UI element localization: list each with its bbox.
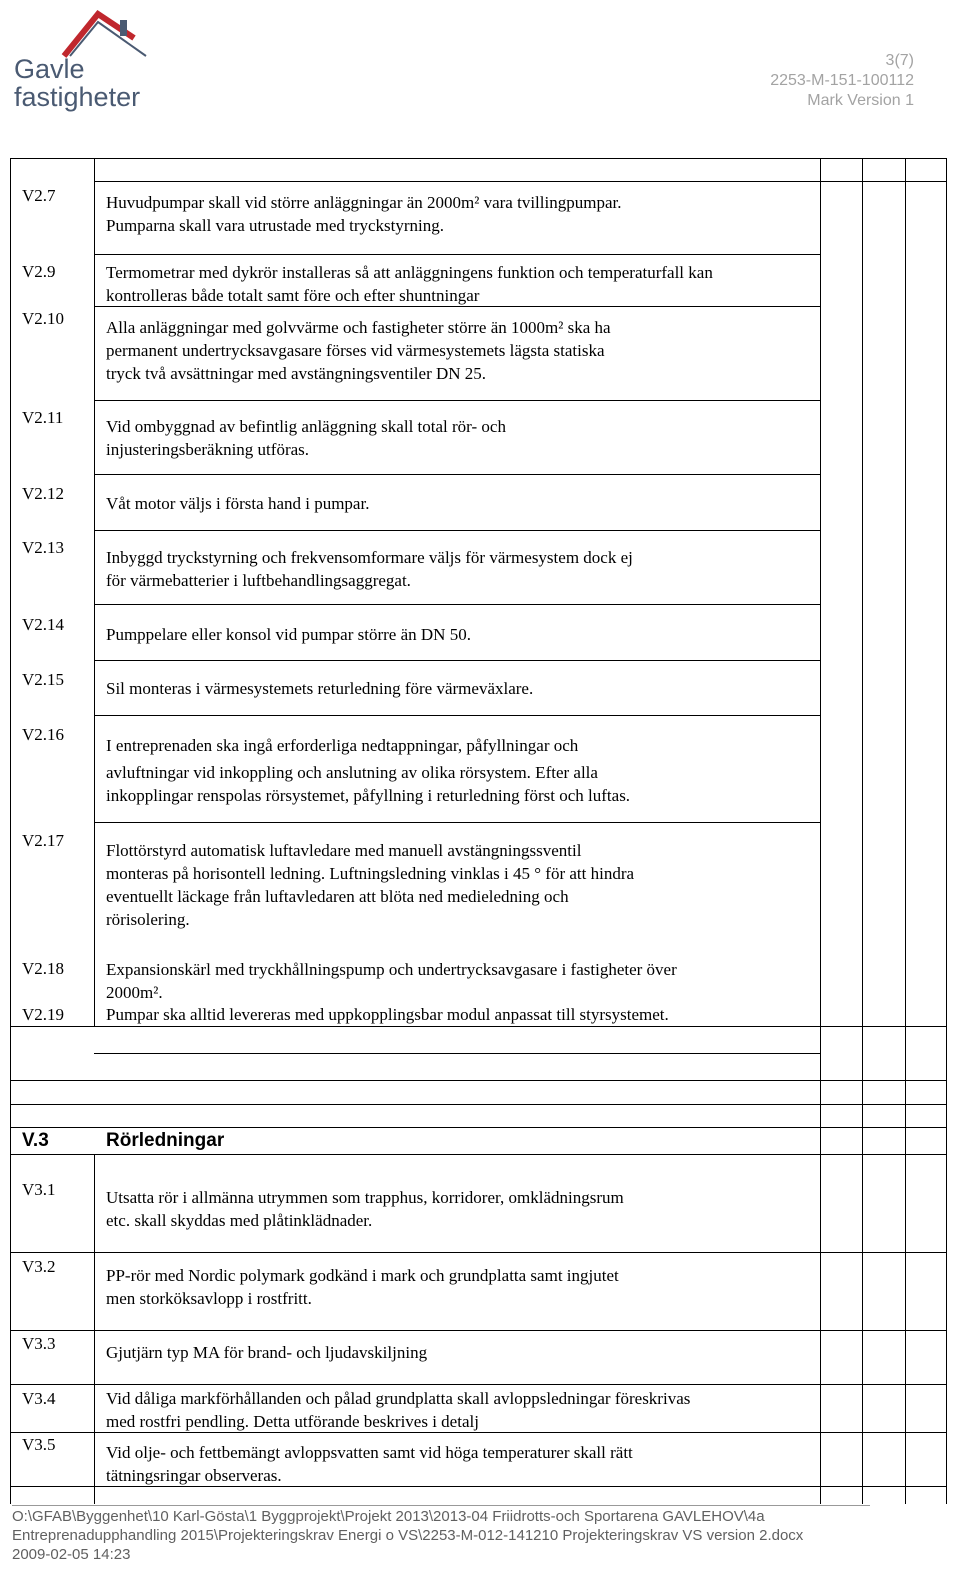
table-row-line xyxy=(10,158,947,159)
item-text xyxy=(106,1003,669,1026)
item-text-line: injusteringsberäkning utföras. xyxy=(106,440,310,459)
item-number: V2.7 xyxy=(22,186,56,205)
table-border-left xyxy=(10,158,11,1026)
table-row-line xyxy=(10,1154,947,1155)
item-text xyxy=(106,839,634,931)
table-column-divider xyxy=(905,158,906,1504)
logo-text-gavle: Gavle xyxy=(14,54,85,84)
item-text-line: Sil monteras i värmesystemets returledning före värmeväxlare. xyxy=(106,679,534,698)
table-row-line xyxy=(10,1252,947,1253)
item-text-line: Alla anläggningar med golvvärme och fastigheter större än 1000m² ska ha xyxy=(106,318,611,337)
item-text xyxy=(106,316,611,385)
table-row-line xyxy=(94,254,820,255)
item-text xyxy=(106,191,621,237)
item-number: V3.1 xyxy=(22,1180,56,1199)
item-text-line: Gjutjärn typ MA för brand- och ljudavskiljning xyxy=(106,1343,428,1362)
item-text-line: permanent undertrycksavgasare förses vid värmesystemets lägsta statiska xyxy=(106,341,605,360)
item-number: V2.10 xyxy=(22,309,65,328)
item-text xyxy=(106,1387,690,1433)
table-row-line xyxy=(10,1127,947,1128)
table-column-divider xyxy=(862,158,863,1504)
item-number: V2.18 xyxy=(22,959,65,978)
item-text xyxy=(106,1441,633,1487)
table-row-line xyxy=(94,715,820,716)
table-row-line xyxy=(94,530,820,531)
item-text-line: Pumparna skall vara utrustade med tryckstyrning. xyxy=(106,216,445,235)
table-row-line xyxy=(10,1026,947,1027)
item-text xyxy=(106,546,633,592)
item-number: V2.13 xyxy=(22,538,65,557)
table-row-line xyxy=(94,400,820,401)
table-row-line xyxy=(94,660,820,661)
document-id: 2253-M-151-100112 xyxy=(770,72,914,89)
item-text-line: Termometrar med dykrör installeras så att anläggningens funktion och temperaturfall kan xyxy=(106,263,713,282)
section-title: Rörledningar xyxy=(106,1130,225,1151)
table-row-line xyxy=(10,1384,947,1385)
item-text-line: Expansionskärl med tryckhållningspump och undertrycksavgasare i fastigheter över xyxy=(106,960,677,979)
item-text xyxy=(106,492,369,515)
table-row-line xyxy=(10,1104,947,1105)
table-column-divider xyxy=(820,158,821,1504)
table-row-line xyxy=(94,822,820,823)
item-text-line: men storköksavlopp i rostfritt. xyxy=(106,1289,312,1308)
item-text-line: I entreprenaden ska ingå erforderliga nedtappningar, påfyllningar och xyxy=(106,736,579,755)
item-number: V2.16 xyxy=(22,725,65,744)
item-text xyxy=(106,677,533,700)
table-row-line xyxy=(10,1330,947,1331)
footer-file-path xyxy=(12,1507,803,1564)
item-text-line: PP-rör med Nordic polymark godkänd i mark och grundplatta samt ingjutet xyxy=(106,1266,619,1285)
item-text-line: Inbyggd tryckstyrning och frekvensomformare väljs för värmesystem dock ej xyxy=(106,548,633,567)
item-number: V3.5 xyxy=(22,1435,56,1454)
item-text-line: kontrolleras både totalt samt före och efter shuntningar xyxy=(106,286,480,305)
item-text-line: Vid dåliga markförhållanden och pålad grundplatta skall avloppsledningar föreskrivas xyxy=(106,1389,691,1408)
item-number: V2.15 xyxy=(22,670,65,689)
item-text-line: Huvudpumpar skall vid större anläggningar än 2000m² vara tvillingpumpar. xyxy=(106,193,622,212)
item-text-line: Våt motor väljs i första hand i pumpar. xyxy=(106,494,370,513)
footer-rule xyxy=(12,1505,870,1506)
item-text xyxy=(106,261,713,307)
footer-line: Entreprenadupphandling 2015\Projekteringskrav Energi o VS\2253-M-012-141210 Projekteringskrav VS version 2.docx xyxy=(12,1527,804,1544)
item-text-line: 2000m². xyxy=(106,983,163,1002)
item-text xyxy=(106,623,471,646)
item-number: V3.2 xyxy=(22,1257,56,1276)
item-number: V3.3 xyxy=(22,1334,56,1353)
item-text-line: Flottörstyrd automatisk luftavledare med manuell avstängningssventil xyxy=(106,841,582,860)
item-text-line: Vid olje- och fettbemängt avloppsvatten samt vid höga temperaturer skall rätt xyxy=(106,1443,633,1462)
item-text-line: Pumppelare eller konsol vid pumpar större än DN 50. xyxy=(106,625,471,644)
table-column-divider xyxy=(94,1154,95,1504)
item-number: V3.4 xyxy=(22,1389,56,1408)
footer-date: 2009-02-05 14:23 xyxy=(12,1546,131,1563)
item-number: V2.9 xyxy=(22,262,56,281)
table-row-line xyxy=(94,474,820,475)
table-row-line xyxy=(94,604,820,605)
table-row-line xyxy=(94,181,947,182)
item-text-line: avluftningar vid inkoppling och anslutning av olika rörsystem. Efter alla xyxy=(106,763,598,782)
item-text xyxy=(106,1341,427,1364)
logo-text-fastigheter: fastigheter xyxy=(14,82,141,112)
item-text-line: tryck två avsättningar med avstängningsventiler DN 25. xyxy=(106,364,487,383)
item-text-line: Utsatta rör i allmänna utrymmen som trapphus, korridorer, omklädningsrum xyxy=(106,1188,624,1207)
item-text-line: rörisolering. xyxy=(106,910,190,929)
item-text-line: monteras på horisontell ledning. Luftningsledning vinklas i 45 ° för att hindra xyxy=(106,864,635,883)
item-number: V2.19 xyxy=(22,1005,65,1024)
document-version: Mark Version 1 xyxy=(807,92,914,109)
item-number: V2.12 xyxy=(22,484,65,503)
item-text-line: eventuellt läckage från luftavledaren att blöta ned medieledning och xyxy=(106,887,569,906)
table-row-line xyxy=(10,1080,947,1081)
item-text xyxy=(106,731,630,807)
table-border-right xyxy=(946,158,947,1504)
footer-line: O:\GFAB\Byggenhet\10 Karl-Gösta\1 Byggprojekt\Projekt 2013\2013-04 Friidrotts-och Sportarena GAVLEHOV\4a xyxy=(12,1508,765,1525)
page-number: 3(7) xyxy=(885,52,914,69)
section-number: V.3 xyxy=(22,1130,49,1151)
item-number: V2.11 xyxy=(22,408,64,427)
item-number: V2.14 xyxy=(22,615,65,634)
item-text xyxy=(106,958,677,1004)
item-text xyxy=(106,415,506,461)
item-text-line: etc. skall skyddas med plåtinklädnader. xyxy=(106,1211,373,1230)
item-text-line: Vid ombyggnad av befintlig anläggning skall total rör- och xyxy=(106,417,506,436)
item-text-line: med rostfri pendling. Detta utförande beskrives i detalj xyxy=(106,1412,479,1431)
item-text-line: tätningsringar observeras. xyxy=(106,1466,282,1485)
item-text xyxy=(106,1186,624,1232)
item-text-line: Pumpar ska alltid levereras med uppkopplingsbar modul anpassat till styrsystemet. xyxy=(106,1005,669,1024)
item-number: V2.17 xyxy=(22,831,65,850)
item-text xyxy=(106,1264,619,1310)
item-text-line: för värmebatterier i luftbehandlingsaggregat. xyxy=(106,571,411,590)
item-text-line: inkopplingar renspolas rörsystemet, påfyllning i returledning först och luftas. xyxy=(106,786,631,805)
table-column-divider xyxy=(94,158,95,1026)
table-row-line xyxy=(94,1053,820,1054)
